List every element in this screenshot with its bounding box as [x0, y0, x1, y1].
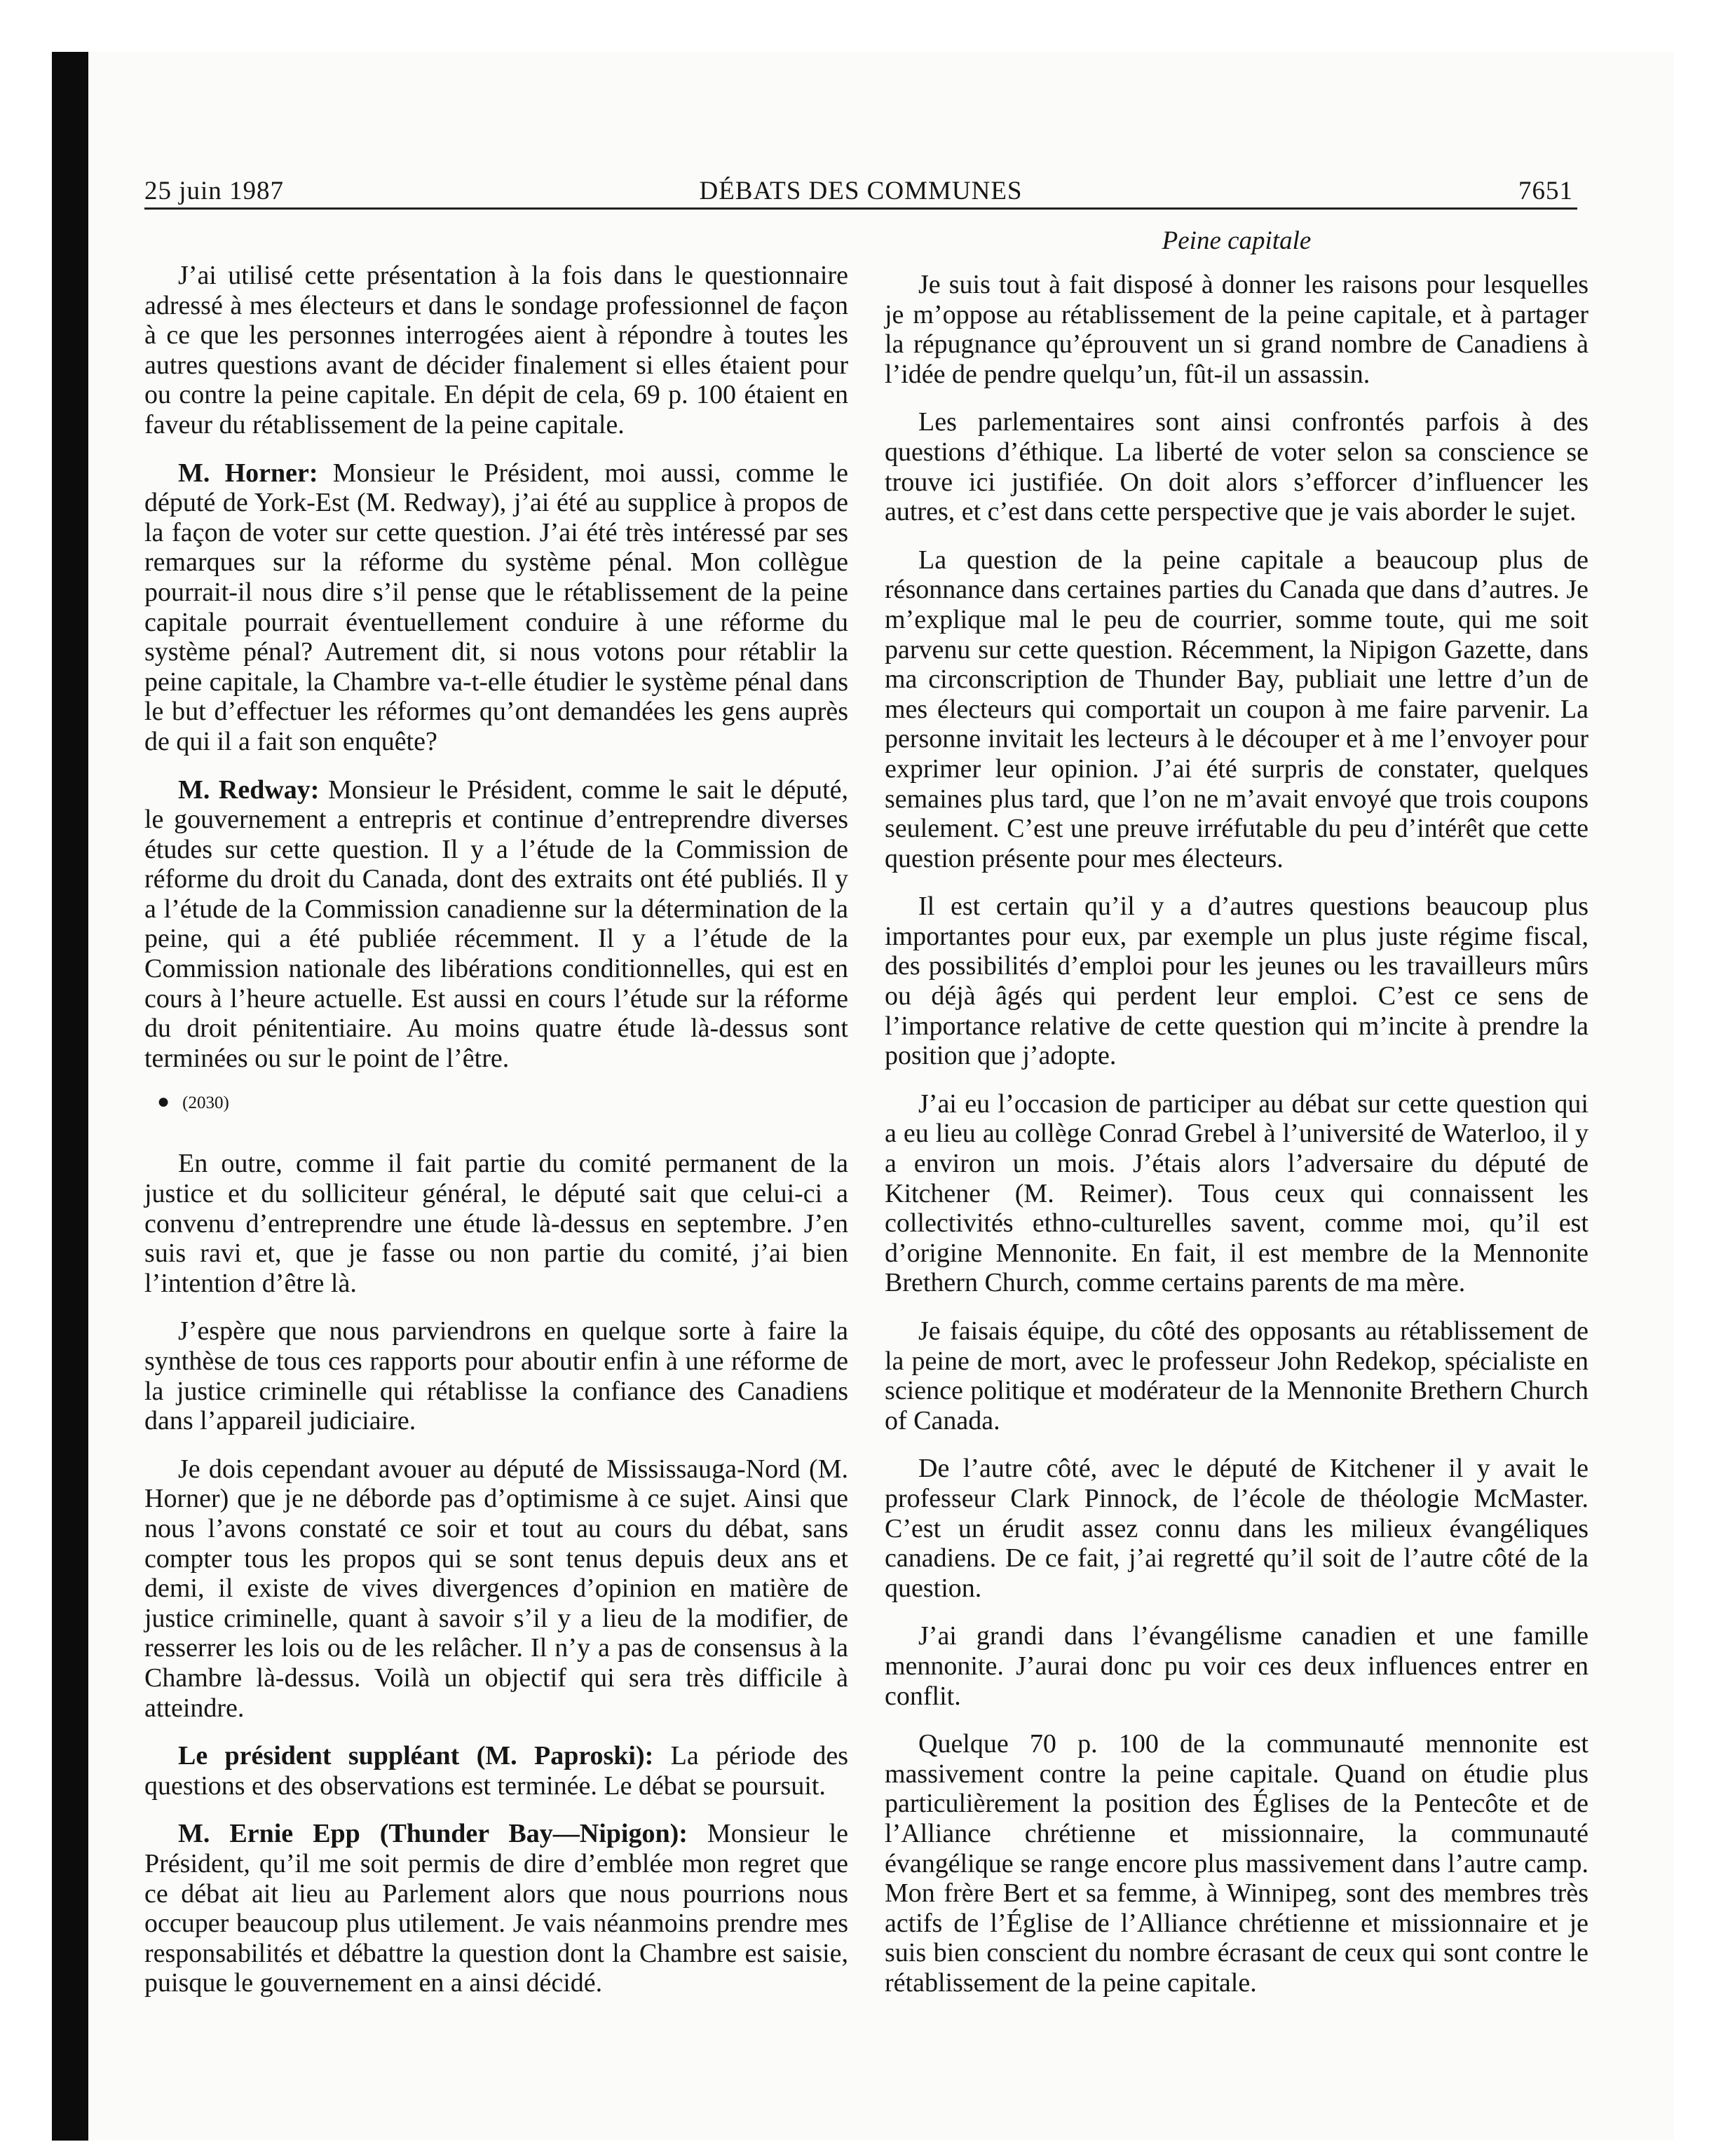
- paragraph: Les parlementaires sont ainsi confrontés parfois à des questions d’éthique. La liberté de voter selon sa conscience se trouve ici justifiée. On doit alors s’efforcer d’influencer les autres, et c’est dans cette perspective que je vais aborder le sujet.: [885, 407, 1588, 527]
- paragraph: J’ai utilisé cette présentation à la fois dans le questionnaire adressé à mes électeurs et dans le sondage professionnel de façon à ce que les personnes interrogées aient à répondre à toutes les autres questions avant de décider finalement si elles étaient pour ou contre la peine capitale. En dépit de cela, 69 p. 100 étaient en faveur du rétablissement de la peine capitale.: [144, 261, 848, 439]
- paragraph: Le président suppléant (M. Paproski): La période des questions et des observations est terminée. Le débat se poursuit.: [144, 1741, 848, 1801]
- speaker-name: Le président suppléant (M. Paproski):: [178, 1741, 654, 1771]
- left-column: [144, 261, 848, 2017]
- paragraph: En outre, comme il fait partie du comité permanent de la justice et du solliciteur général, le député sait que celui-ci a convenu d’entreprendre une étude là-dessus en septembre. J’en suis ravi et, que je fasse ou non partie du comité, j’ai bien l’intention d’être là.: [144, 1149, 848, 1298]
- running-head: Peine capitale: [1162, 226, 1312, 255]
- header-title: DÉBATS DES COMMUNES: [699, 177, 1023, 205]
- time-marker: ● (2030): [157, 1090, 229, 1114]
- speaker-name: M. Ernie Epp (Thunder Bay—Nipigon):: [178, 1819, 688, 1849]
- paragraph: Je suis tout à fait disposé à donner les raisons pour lesquelles je m’oppose au rétablissement de la peine capitale, et à partager la répugnance qu’éprouvent un si grand nombre de Canadiens à l’idée de pendre quelqu’un, fût-il un assassin.: [885, 270, 1588, 389]
- paragraph: Il est certain qu’il y a d’autres questions beaucoup plus importantes pour eux, par exemple un plus juste régime fiscal, des possibilités d’emploi pour les jeunes ou les travailleurs mûrs ou déjà âgés qui perdent leur emploi. C’est ce sens de l’importance relative de cette question qui m’incite à prendre la position que j’adopte.: [885, 892, 1588, 1071]
- paragraph: De l’autre côté, avec le député de Kitchener il y avait le professeur Clark Pinnock, de l’école de théologie McMaster. C’est un érudit assez connu dans les milieux évangéliques canadiens. De ce fait, j’ai regretté qu’il soit de l’autre côté de la question.: [885, 1454, 1588, 1603]
- bullet-icon: ●: [157, 1090, 170, 1114]
- speaker-name: M. Horner:: [178, 458, 318, 488]
- right-column: [885, 226, 1588, 2016]
- paragraph: Je faisais équipe, du côté des opposants au rétablissement de la peine de mort, avec le professeur John Redekop, spécialiste en science politique et modérateur de la Mennonite Brethern Church of Canada.: [885, 1316, 1588, 1435]
- paragraph: J’ai grandi dans l’évangélisme canadien et une famille mennonite. J’aurai donc pu voir ces deux influences entrer en conflit.: [885, 1621, 1588, 1711]
- paragraph: Quelque 70 p. 100 de la communauté mennonite est massivement contre la peine capitale. Quand on étudie plus particulièrement la position des Églises de la Pentecôte et de l’Alliance chrétienne et missionnaire, la communauté évangélique se range encore plus massivement dans l’autre camp. Mon frère Bert et sa femme, à Winnipeg, sont des membres très actifs de l’Église de l’Alliance chrétienne et missionnaire et je suis bien conscient du nombre écrasant de ceux qui sont contre le rétablissement de la peine capitale.: [885, 1729, 1588, 1998]
- speaker-name: M. Redway:: [178, 775, 320, 805]
- paragraph: Je dois cependant avouer au député de Mississauga-Nord (M. Horner) que je ne déborde pas d’optimisme à ce sujet. Ainsi que nous l’avons constaté ce soir et tout au cours du débat, sans compter tous les propos qui se sont tenus depuis deux ans et demi, il existe de vives divergences d’opinion en matière de justice criminelle, quant à savoir s’il y a lieu de la modifier, de resserrer les lois ou de les relâcher. Il n’y a pas de consensus à la Chambre là-dessus. Voilà un objectif qui sera très difficile à atteindre.: [144, 1454, 848, 1723]
- page-number: 7651: [1518, 177, 1573, 205]
- paragraph: J’ai eu l’occasion de participer au débat sur cette question qui a eu lieu au collège Conrad Grebel à l’université de Waterloo, il y a environ un mois. J’étais alors l’adversaire du député de Kitchener (M. Reimer). Tous ceux qui connaissent les collectivités ethno-culturelles savent, comme moi, qu’il est d’origine Mennonite. En fait, il est membre de la Mennonite Brethern Church, comme certains parents de ma mère.: [885, 1089, 1588, 1298]
- page-header: [144, 167, 1577, 210]
- paragraph: M. Ernie Epp (Thunder Bay—Nipigon): Monsieur le Président, qu’il me soit permis de dire d’emblée mon regret que ce débat ait lieu au Parlement alors que nous pourrions nous occuper beaucoup plus utilement. Je vais néanmoins prendre mes responsabilités et débattre la question dont la Chambre est saisie, puisque le gouvernement en a ainsi décidé.: [144, 1819, 849, 1998]
- paragraph: La question de la peine capitale a beaucoup plus de résonnance dans certaines parties du Canada que dans d’autres. Je m’explique mal le peu de courrier, somme toute, qui me soit parvenu sur cette question. Récemment, la Nipigon Gazette, dans ma circonscription de Thunder Bay, publiait une lettre d’un de mes électeurs qui comportait un coupon à me faire parvenir. La personne invitait les lecteurs à le découper et à me l’envoyer pour exprimer leur opinion. J’ai été surpris de constater, quelques semaines plus tard, que l’on ne m’avait envoyé que trois coupons seulement. C’est une preuve irréfutable du peu d’intérêt que cette question présente pour mes électeurs.: [885, 545, 1588, 873]
- paragraph: M. Horner: Monsieur le Président, moi aussi, comme le député de York-Est (M. Redway), j’ai été au supplice à propos de la façon de voter sur cette question. J’ai été très intéressé par ses remarques sur la réforme du système pénal. Mon collègue pourrait-il nous dire s’il pense que le rétablissement de la peine capitale pourrait éventuellement conduire à une réforme du système pénal? Autrement dit, si nous votons pour rétablir la peine capitale, la Chambre va-t-elle étudier le système pénal dans le but d’effectuer les réformes qu’ont demandées les gens auprès de qui il a fait son enquête?: [144, 458, 849, 756]
- paragraph: M. Redway: Monsieur le Président, comme le sait le député, le gouvernement a entrepris et continue d’entreprendre diverses études sur cette question. Il y a l’étude de la Commission de réforme du droit du Canada, dont des extraits ont été publiés. Il y a l’étude de la Commission canadienne sur la détermination de la peine, qui a été publiée récemment. Il y a l’étude de la Commission nationale des libérations conditionnelles, qui est en cours à l’heure actuelle. Est aussi en cours l’étude sur la réforme du droit pénitentiaire. Au moins quatre étude là-dessus sont terminées ou sur le point de l’être.: [144, 775, 849, 1073]
- paragraph: J’espère que nous parviendrons en quelque sorte à faire la synthèse de tous ces rapports pour aboutir enfin à une réforme de la justice criminelle qui rétablisse la confiance des Canadiens dans l’appareil judiciaire.: [144, 1316, 848, 1436]
- scan-edge-bar: [52, 52, 88, 2141]
- header-date: 25 juin 1987: [144, 177, 285, 205]
